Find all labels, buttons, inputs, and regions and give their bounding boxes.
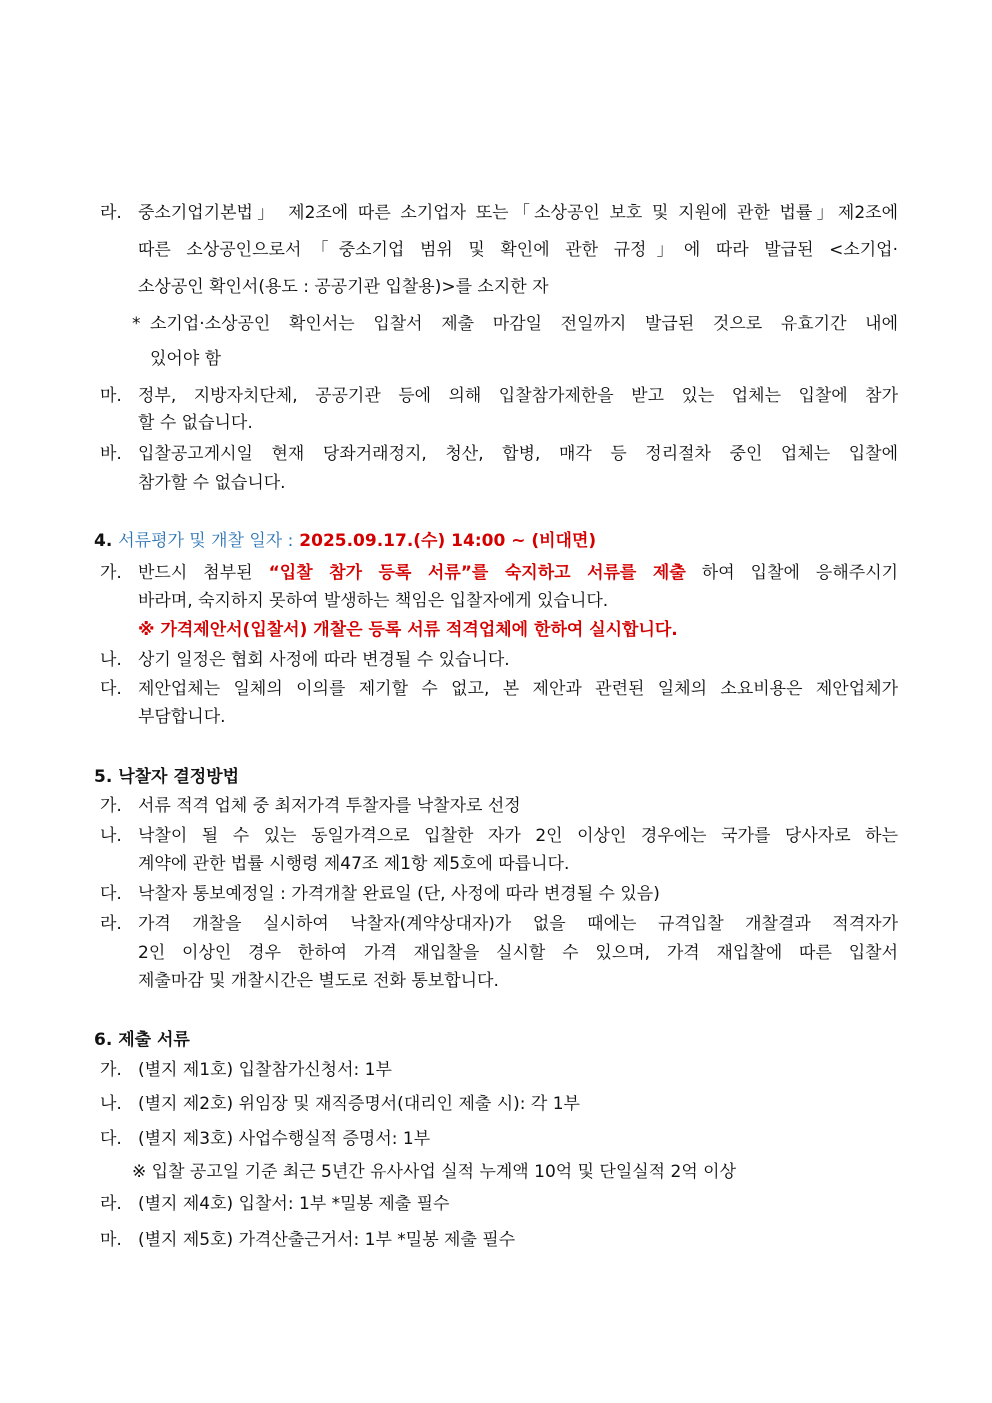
section-number: 4.: [94, 531, 113, 551]
item-marker: 라.: [100, 203, 122, 223]
important-note: ※ 가격제안서(입찰서) 개찰은 등록 서류 적격업체에 한하여 실시합니다.: [138, 620, 678, 640]
note-line: 소기업·소상공인 확인서는 입찰서 제출 마감일 전일까지 발급된 것으로 유효기간 내에: [150, 314, 898, 334]
note-line: 있어야 함: [150, 349, 222, 369]
item-marker: 다.: [100, 884, 122, 904]
note-line: ※ 입찰 공고일 기준 최근 5년간 유사사업 실적 누계액 10억 및 단일실적 2억 이상: [132, 1162, 736, 1182]
section-title: 서류평가 및 개찰 일자 :: [118, 531, 294, 551]
item-marker: 라.: [100, 1194, 122, 1214]
list-item: (별지 제5호) 가격산출근거서: 1부 *밀봉 제출 필수: [138, 1230, 516, 1250]
item-marker: 나.: [100, 826, 122, 846]
paragraph-line: 중소기업기본법」 제2조에 따른 소기업자 또는「소상공인 보호 및 지원에 관한 법률」제2조에: [138, 203, 898, 223]
item-marker: 나.: [100, 1094, 122, 1114]
list-item: (별지 제3호) 사업수행실적 증명서: 1부: [138, 1129, 431, 1149]
item-marker: 다.: [100, 1129, 122, 1149]
paragraph-line: 참가할 수 없습니다.: [138, 473, 286, 493]
paragraph-line: 제안업체는 일체의 이의를 제기할 수 없고, 본 제안과 관련된 일체의 소요비용은 제안업체가: [138, 679, 898, 699]
paragraph-line: 할 수 없습니다.: [138, 413, 253, 433]
paragraph-line: 정부, 지방자치단체, 공공기관 등에 의해 입찰참가제한을 받고 있는 업체는 입찰에 참가: [138, 386, 898, 406]
paragraph-line: 계약에 관한 법률 시행령 제47조 제1항 제5호에 따릅니다.: [138, 854, 570, 874]
paragraph-line: 상기 일정은 협회 사정에 따라 변경될 수 있습니다.: [138, 650, 510, 670]
paragraph-line: 가격 개찰을 실시하여 낙찰자(계약상대자)가 없을 때에는 규격입찰 개찰결과 적격자가: [138, 914, 898, 934]
note-marker: *: [132, 314, 141, 334]
item-marker: 마.: [100, 1230, 122, 1250]
item-marker: 바.: [100, 444, 122, 464]
item-marker: 가.: [100, 796, 122, 816]
item-marker: 나.: [100, 650, 122, 670]
item-marker: 가.: [100, 563, 122, 583]
paragraph-line: 입찰공고게시일 현재 당좌거래정지, 청산, 합병, 매각 등 정리절차 중인 업체는 입찰에: [138, 444, 898, 464]
paragraph-line: 반드시 첨부된 “입찰 참가 등록 서류”를 숙지하고 서류를 제출 하여 입찰에 응해주시기: [138, 563, 898, 583]
paragraph-line: 낙찰이 될 수 있는 동일가격으로 입찰한 자가 2인 이상인 경우에는 국가를 당사자로 하는: [138, 826, 898, 846]
item-marker: 가.: [100, 1060, 122, 1080]
paragraph-line: 2인 이상인 경우 한하여 가격 재입찰을 실시할 수 있으며, 가격 재입찰에 따른 입찰서: [138, 943, 898, 963]
list-item: (별지 제2호) 위임장 및 재직증명서(대리인 제출 시): 각 1부: [138, 1094, 580, 1114]
paragraph-line: 바라며, 숙지하지 못하여 발생하는 책임은 입찰자에게 있습니다.: [138, 591, 609, 611]
emphasis-text: “입찰 참가 등록 서류”를 숙지하고 서류를 제출: [268, 563, 686, 583]
item-marker: 라.: [100, 914, 122, 934]
list-item: (별지 제1호) 입찰참가신청서: 1부: [138, 1060, 392, 1080]
item-marker: 마.: [100, 386, 122, 406]
paragraph-line: 따른 소상공인으로서「중소기업 범위 및 확인에 관한 규정」에 따라 발급된 <소기업·: [138, 240, 898, 260]
schedule-date: 2025.09.17.(수) 14:00 ~ (비대면): [299, 531, 597, 551]
list-item: (별지 제4호) 입찰서: 1부 *밀봉 제출 필수: [138, 1194, 450, 1214]
paragraph-line: 제출마감 및 개찰시간은 별도로 전화 통보합니다.: [138, 971, 499, 991]
section-heading: 6. 제출 서류: [94, 1030, 190, 1050]
item-marker: 다.: [100, 679, 122, 699]
paragraph-line: 소상공인 확인서(용도 : 공공기관 입찰용)>를 소지한 자: [138, 277, 549, 297]
section-heading: 5. 낙찰자 결정방법: [94, 767, 240, 787]
paragraph-line: 부담합니다.: [138, 707, 226, 727]
paragraph-line: 서류 적격 업체 중 최저가격 투찰자를 낙찰자로 선정: [138, 796, 521, 816]
section-heading: [94, 530, 596, 552]
paragraph-line: 낙찰자 통보예정일 : 가격개찰 완료일 (단, 사정에 따라 변경될 수 있음): [138, 884, 660, 904]
